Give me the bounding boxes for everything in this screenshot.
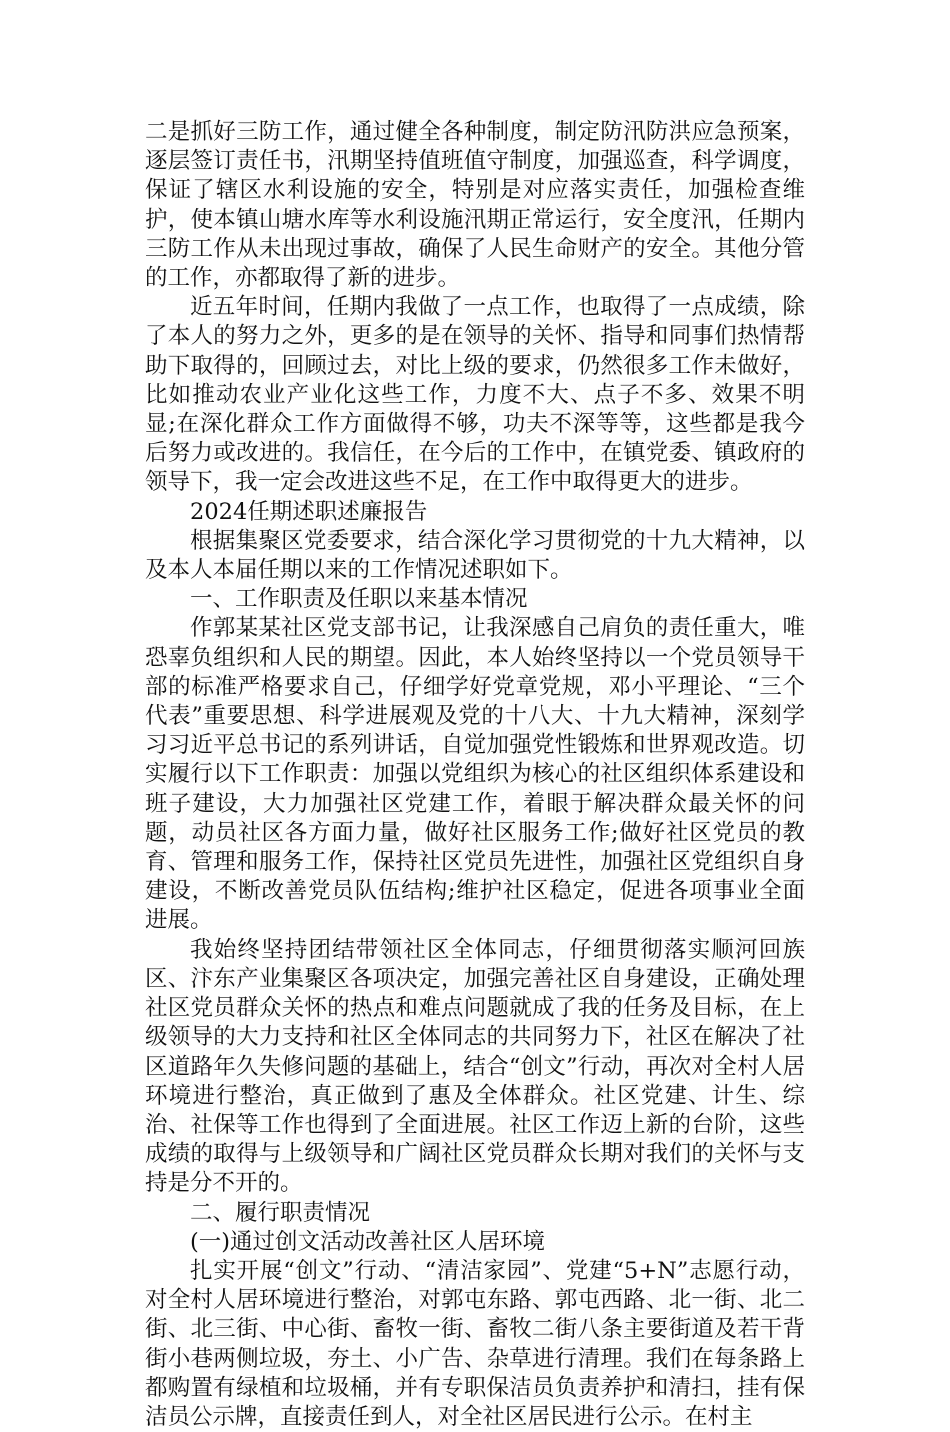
report-title: 2024任期述职述廉报告 xyxy=(190,498,428,525)
paragraph-five-year-summary: 近五年时间，任期内我做了一点工作，也取得了一点成绩，除了本人的努力之外，更多的是在领导的关怀、指导和同事们热情帮助下取得的，回顾过去，对比上级的要求，仍然很多工作未做好，比如推动农业产业化这些工作，力度不大、点子不多、效果不明显;在深化群众工作方面做得不够，功夫不深等等，这些都是我今后努力或改进的。我信任，在今后的工作中，在镇党委、镇政府的领导下，我一定会改进这些不足，在工作中取得更大的进步。 xyxy=(145,294,805,496)
section-heading-performance: 二、履行职责情况 xyxy=(190,1199,371,1226)
section-heading-duties: 一、工作职责及任职以来基本情况 xyxy=(190,586,528,613)
document-page xyxy=(145,118,805,1432)
paragraph-duties-detail: 作郭某某社区党支部书记，让我深感自己肩负的责任重大，唯恐辜负组织和人民的期望。因此，本人始终坚持以一个党员领导干部的标准严格要求自己，仔细学好党章党规，邓小平理论、“三个代表”重要思想、科学进展观及党的十八大、十九大精神，深刻学习习近平总书记的系列讲话，自觉加强党性锻炼和世界观改造。切实履行以下工作职责：加强以党组织为核心的社区组织体系建设和班子建设，大力加强社区党建工作，着眼于解决群众最关怀的问题，动员社区各方面力量，做好社区服务工作;做好社区党员的教育、管理和服务工作，保持社区党员先进性，加强社区党组织自身建设，不断改善党员队伍结构;维护社区稳定，促进各项事业全面进展。 xyxy=(145,615,805,934)
subsection-heading-environment: (一)通过创文活动改善社区人居环境 xyxy=(190,1228,546,1255)
paragraph-environment-detail: 扎实开展“创文”行动、“清洁家园”、党建“5+N”志愿行动，对全村人居环境进行整治，对郭屯东路、郭屯西路、北一街、北二街、北三街、中心街、畜牧一街、畜牧二街八条主要街道及若干背街小巷两侧垃圾，夯土、小广告、杂草进行清理。我们在每条路上都购置有绿植和垃圾桶，并有专职保洁员负责养护和清扫，挂有保洁员公示牌，直接责任到人，对全社区居民进行公示。在村主 xyxy=(145,1257,805,1430)
paragraph-achievements: 我始终坚持团结带领社区全体同志，仔细贯彻落实顺河回族区、汴东产业集聚区各项决定，加强完善社区自身建设，正确处理社区党员群众关怀的热点和难点问题就成了我的任务及目标，在上级领导的大力支持和社区全体同志的共同努力下，社区在解决了社区道路年久失修问题的基础上，结合“创文”行动，再次对全村人居环境进行整治，真正做到了惠及全体群众。社区党建、计生、综治、社保等工作也得到了全面进展。社区工作迈上新的台阶，这些成绩的取得与上级领导和广阔社区党员群众长期对我们的关怀与支持是分不开的。 xyxy=(145,936,805,1197)
paragraph-intro: 根据集聚区党委要求，结合深化学习贯彻党的十九大精神，以及本人本届任期以来的工作情况述职如下。 xyxy=(145,527,805,584)
paragraph-flood-prevention: 二是抓好三防工作，通过健全各种制度，制定防汛防洪应急预案，逐层签订责任书，汛期坚持值班值守制度，加强巡查，科学调度，保证了辖区水利设施的安全，特别是对应落实责任，加强检查维护，使本镇山塘水库等水利设施汛期正常运行，安全度汛，任期内三防工作从未出现过事故，确保了人民生命财产的安全。其他分管的工作，亦都取得了新的进步。 xyxy=(145,119,805,292)
